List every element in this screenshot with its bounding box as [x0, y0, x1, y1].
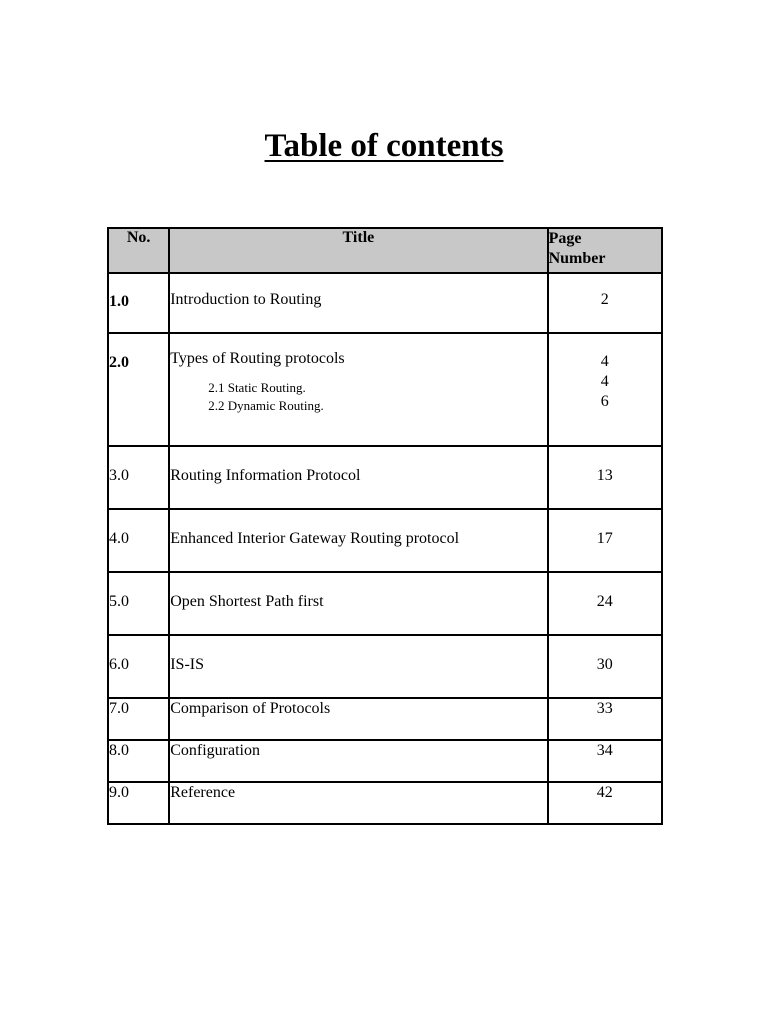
table-row: [108, 740, 662, 782]
row-page: 34: [548, 740, 662, 782]
row-title: Open Shortest Path first: [169, 572, 547, 635]
table-row: [108, 333, 662, 446]
row-title: Introduction to Routing: [169, 273, 547, 333]
row-number: 8.0: [108, 740, 169, 782]
row-title: IS-IS: [169, 635, 547, 698]
header-row: [108, 228, 662, 273]
row-number: 4.0: [108, 509, 169, 572]
header-page-number: [548, 228, 662, 273]
row-title: Reference: [169, 782, 547, 824]
row-number: 5.0: [108, 572, 169, 635]
row-page: 4: [600, 373, 609, 390]
row-title: Routing Information Protocol: [169, 446, 547, 509]
row-title-cell: [169, 333, 547, 446]
row-number: 6.0: [108, 635, 169, 698]
table-row: [108, 446, 662, 509]
row-title: Types of Routing protocols: [170, 350, 345, 367]
table-row: [108, 572, 662, 635]
row-title: Configuration: [169, 740, 547, 782]
sub-item: 2.2 Dynamic Routing.: [208, 398, 324, 413]
row-page: 33: [548, 698, 662, 740]
row-page: 6: [600, 393, 609, 410]
row-number: 9.0: [108, 782, 169, 824]
header-page-line1: Page: [548, 230, 582, 247]
sub-item-list: [208, 379, 546, 415]
row-number: 1.0: [108, 273, 169, 333]
row-page: 4: [600, 353, 609, 370]
header-page-line2: Number: [548, 250, 606, 267]
row-page: 24: [548, 572, 662, 635]
row-page: 13: [548, 446, 662, 509]
toc-table: [107, 227, 663, 825]
table-row: [108, 273, 662, 333]
row-page: 42: [548, 782, 662, 824]
table-row: [108, 509, 662, 572]
row-number: 3.0: [108, 446, 169, 509]
row-page: 30: [548, 635, 662, 698]
row-title: Enhanced Interior Gateway Routing protocol: [169, 509, 547, 572]
page-title: [0, 124, 768, 168]
row-number: 7.0: [108, 698, 169, 740]
table-row: [108, 698, 662, 740]
row-pages: [548, 333, 662, 446]
row-page: 17: [548, 509, 662, 572]
sub-item: 2.1 Static Routing.: [208, 380, 306, 395]
page-title-text: Table of contents: [264, 128, 504, 164]
table-row: [108, 782, 662, 824]
table-row: [108, 635, 662, 698]
row-title: Comparison of Protocols: [169, 698, 547, 740]
row-number: 2.0: [108, 333, 169, 446]
header-no: No.: [108, 228, 169, 273]
header-title: Title: [169, 228, 547, 273]
row-page: 2: [548, 273, 662, 333]
